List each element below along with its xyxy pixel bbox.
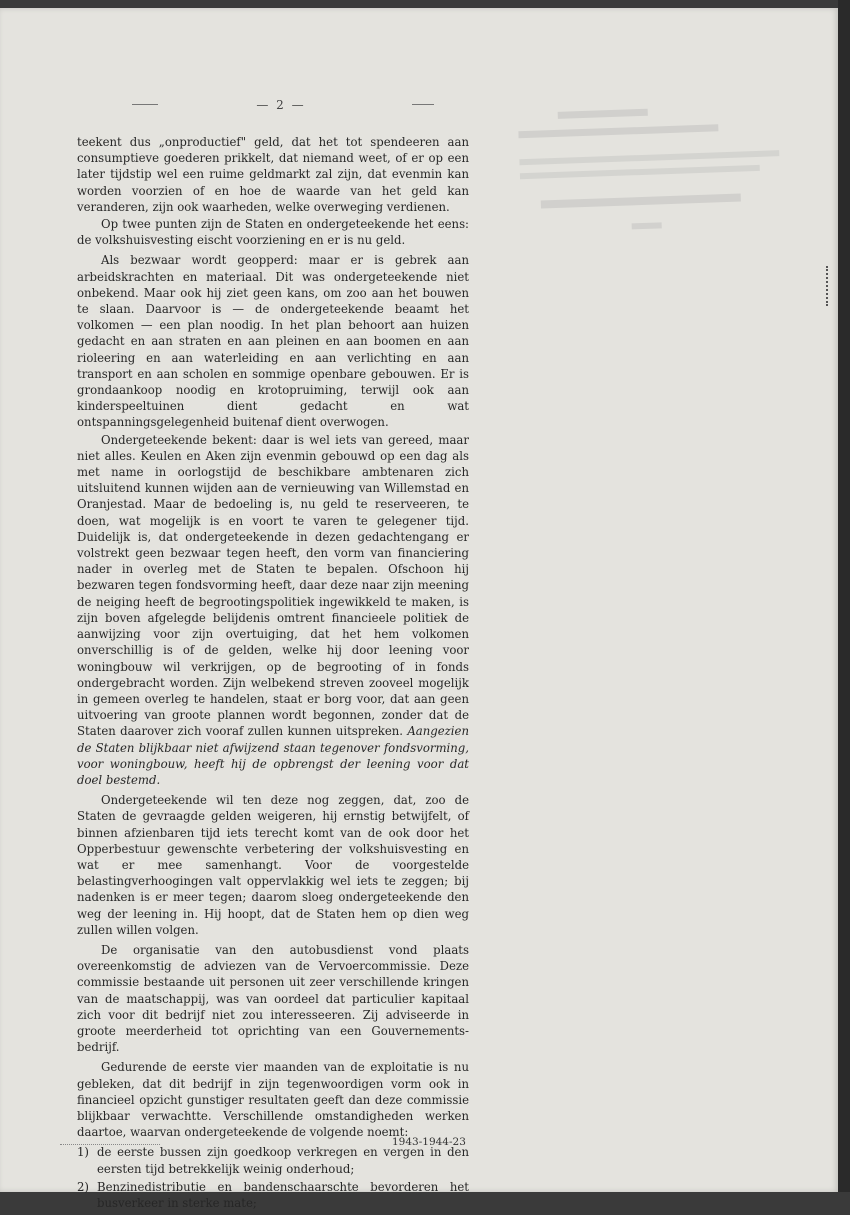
document-page [0,8,838,1210]
footer-dots [60,1144,160,1145]
list-item-number: 1) [77,1145,89,1160]
paragraph-4-italic: Aangezien de Staten blijkbaar niet afwijzend staan tegenover fondsvorming, voor woningbouw, heeft hij de opbrengst der leening voor dat doel bestemd. [77,724,469,787]
numbered-list [77,1144,469,1211]
document-body [77,134,469,1215]
paragraph-4 [77,432,469,788]
list-item [77,1179,469,1211]
paragraph-3: Als bezwaar wordt geopperd: maar er is gebrek aan arbeidskrachten en materiaal. Dit was ondergeteekende niet onbekend. Maar ook hij ziet geen kans, om zoo aan het bouwen te slaan. Daarvoor is — de ondergeteekende beaamt het volkomen — een plan noodig. In het plan behoort aan huizen gedacht en aan straten en aan pleinen en aan boomen en aan rioleering en aan waterleiding en aan verlichting en aan transport en aan scholen en sommige openbare gebouwen. Er is grondaankoop noodig en krotopruiming, terwijl ook aan kinderspeeltuinen dient gedacht en wat ontspanningsgelegenheid buitenaf dient overwogen. [77,253,469,430]
header-dash-right [412,104,434,105]
margin-marks [826,266,832,306]
list-item-text: Benzinedistributie en bandenschaarschte bevorderen het busverkeer in sterke mate; [97,1179,469,1210]
list-item-number: 2) [77,1179,89,1194]
paragraph-2: Op twee punten zijn de Staten en ondergeteekende het eens: de volkshuisvesting eischt voorziening en er is nu geld. [77,217,469,248]
page-number: — 2 — [256,98,306,112]
paragraph-7: Gedurende de eerste vier maanden van de exploitatie is nu gebleken, dat dit bedrijf in zijn tegenwoordigen vorm ook in financieel opzicht gunstiger resultaten geeft dan deze commissie blijkbaar verwachtte. Verschillende omstandigheden werken daartoe, waarvan ondergeteekende de volgende noemt: [77,1060,469,1140]
list-item [77,1144,469,1176]
document-reference: 1943-1944-23 [392,1136,466,1148]
paragraph-4-text: Ondergeteekende bekent: daar is wel iets van gereed, maar niet alles. Keulen en Aken zijn evenmin gebouwd op een dag als met name in oorlogstijd de beschikbare ambtenaren zich uitsluitend kunnen wijden aan de vernieuwing van Willemstad en Oranjestad. Maar de bedoeling is, nu geld te reserveeren, te doen, wat mogelijk is en voort te varen te gelegener tijd. Duidelijk is, dat ondergeteekende in dezen gedachtengang er volstrekt geen bezwaar tegen heeft, den vorm van financiering nader in overleg met de Staten te bepalen. Ofschoon hij bezwaren tegen fondsvorming heeft, daar deze naar zijn meening de neiging heeft de begrootingspolitiek ingewikkeld te maken, is zijn boven afgelegde belijdenis omtrent financieele politiek de aanwijzing voor zijn overtuiging, dat het hem volkomen onverschillig is of de gelden, welke hij door leening voor woningbouw wil verkrijgen, op de begrooting of in fonds ondergebracht worden. Zijn welbekend streven zooveel mogelijk in gemeen overleg te handelen, staat er borg voor, dat aan geen uitvoering van groote plannen wordt begonnen, zonder dat de Staten daarover zich vooraf zullen kunnen uitspreken. [77,432,469,739]
page-edge [838,0,850,1192]
paragraph-1: teekent dus „onproductief" geld, dat het tot spendeeren aan consumptieve goederen prikkelt, dat niemand weet, of er op een later tijdstip wel een ruime geldmarkt zal zijn, dat evenmin kan worden voorzien of en hoe de waarde van het geld kan veranderen, zijn ook waarheden, welke overweging verdienen. [77,135,469,214]
paragraph-5: Ondergeteekende wil ten deze nog zeggen, dat, zoo de Staten de gevraagde gelden weigeren, hij ernstig betwijfelt, of binnen afzienbaren tijd iets terecht komt van de ook door het Opperbestuur gewenschte verbetering der volkshuisvesting en wat er mee samenhangt. Voor de voorgestelde belastingverhoogingen valt oppervlakkig wel iets te zeggen; bij nadenken is er meer tegen; daarom sloeg ondergeteekende den weg der leening in. Hij hoopt, dat de Staten hem op dien weg zullen willen volgen. [77,793,469,937]
list-item-text: de eerste bussen zijn goedkoop verkregen en vergen in den eersten tijd betrekkelijk weinig onderhoud; [97,1145,469,1176]
bleed-through-text [518,99,823,255]
paragraph-6: De organisatie van den autobusdienst vond plaats overeenkomstig de adviezen van de Vervoercommissie. Deze commissie bestaande uit personen uit zeer verschillende kringen van de maatschappij, was van oordeel dat particulier kapitaal zich voor dit bedrijf niet zou interesseeren. Zij adviseerde in groote meerderheid tot oprichting van een Gouvernements-bedrijf. [77,942,469,1055]
header-dash-left [132,104,158,105]
bleed-through-marks [518,99,823,249]
